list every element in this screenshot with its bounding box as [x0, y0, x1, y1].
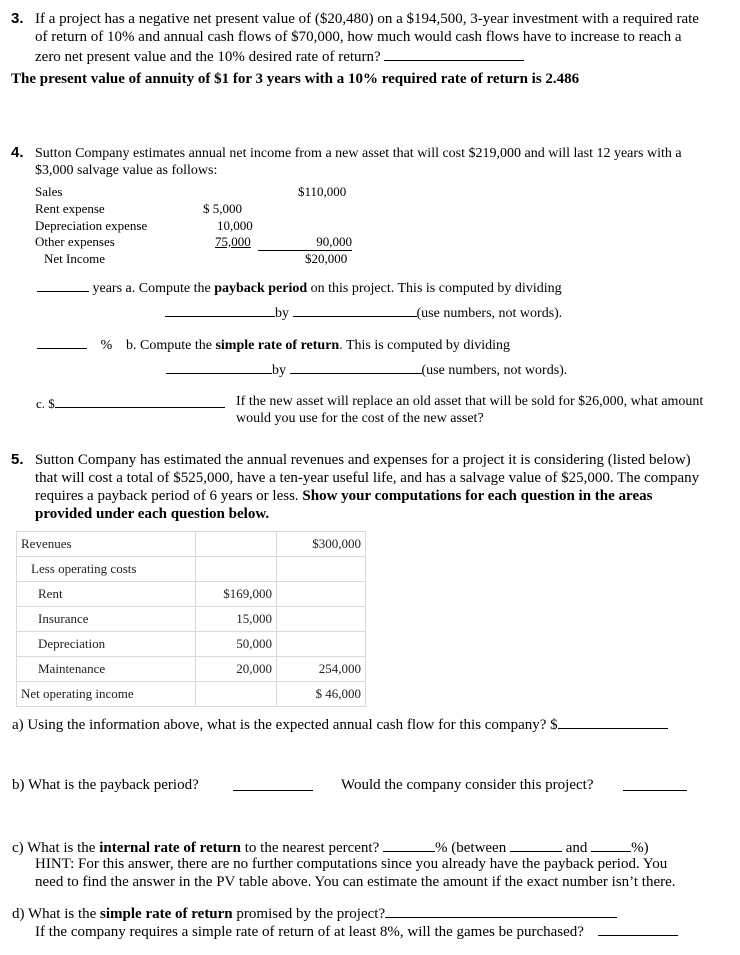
q4c-label: c. $	[36, 393, 225, 412]
q4-rent-value: $ 5,000	[203, 201, 242, 216]
q4a-line: years a. Compute the payback period on this project. This is computed by dividing	[37, 277, 562, 297]
q5-number: 5.	[11, 451, 24, 468]
revenues-label: Revenues	[17, 532, 196, 557]
q4-net-label: Net Income	[44, 251, 106, 266]
q4b-line: % b. Compute the simple rate of return. This is computed by dividing	[37, 334, 510, 354]
q4a-numerator-blank[interactable]	[165, 302, 275, 317]
q5c-high-blank[interactable]	[591, 837, 631, 852]
less-costs-label: Less operating costs	[17, 557, 196, 582]
table-row	[17, 557, 366, 582]
q4-line2: $3,000 salvage value as follows:	[35, 163, 218, 178]
q5c-hint2: need to find the answer in the PV table above. You can estimate the amount if the exact number isn’t there.	[35, 874, 676, 890]
q4-rent-label: Rent expense	[35, 201, 105, 216]
rent-value: $169,000	[196, 582, 277, 607]
q4-sales-value: $110,000	[298, 184, 347, 199]
q5c-line: c) What is the internal rate of return to the nearest percent? % (between and %)	[12, 837, 649, 857]
q4-other-label: Other expenses	[35, 234, 115, 249]
q3-answer-blank[interactable]	[384, 46, 524, 61]
maintenance-label: Maintenance	[17, 657, 196, 682]
q4-depr-label: Depreciation expense	[35, 218, 148, 233]
q4b-by-line: by (use numbers, not words).	[166, 359, 567, 379]
table-row	[17, 632, 366, 657]
table-row	[17, 582, 366, 607]
table-row	[17, 607, 366, 632]
q5b-line: b) What is the payback period?	[12, 777, 199, 793]
q3-annuity-note: The present value of annuity of $1 for 3 years with a 10% required rate of return is 2.486	[11, 71, 580, 87]
q5a-blank[interactable]	[558, 714, 668, 729]
costs-total: 254,000	[277, 657, 366, 682]
q4a-denominator-blank[interactable]	[293, 302, 417, 317]
q4-other-value: 75,000	[215, 234, 251, 249]
insurance-label: Insurance	[17, 607, 196, 632]
q3-line2: of return of 10% and annual cash flows of $70,000, how much would cash flows have to increase to reach a	[35, 29, 682, 45]
q5d-purchase-blank[interactable]	[598, 921, 678, 936]
q4c-blank[interactable]	[55, 393, 225, 408]
q3-line3: zero net present value and the 10% desired rate of return?	[35, 46, 524, 66]
q4c-line2: would you use for the cost of the new asset?	[236, 411, 484, 426]
q5c-irr-blank[interactable]	[383, 837, 435, 852]
q5b-payback-blank[interactable]	[233, 776, 313, 791]
depreciation-value: 50,000	[196, 632, 277, 657]
q4b-numerator-blank[interactable]	[166, 359, 272, 374]
q5a-line: a) Using the information above, what is the expected annual cash flow for this company? $	[12, 714, 668, 734]
q5d-line2: If the company requires a simple rate of return of at least 8%, will the games be purchased?	[35, 921, 678, 941]
maintenance-value: 20,000	[196, 657, 277, 682]
q5d-srr-blank[interactable]	[385, 903, 617, 918]
table-row	[17, 532, 366, 557]
q5-line4: provided under each question below.	[35, 506, 270, 522]
table-row	[17, 682, 366, 707]
q4-total-expenses: 90,000	[258, 234, 352, 251]
q4b-percent-blank[interactable]	[37, 334, 87, 349]
depreciation-label: Depreciation	[17, 632, 196, 657]
q4-sales-label: Sales	[35, 184, 63, 199]
q5d-line: d) What is the simple rate of return promised by the project?	[12, 903, 617, 923]
q4-line1: Sutton Company estimates annual net income from a new asset that will cost $219,000 and will last 12 years with a	[35, 146, 682, 161]
q5-operating-table	[16, 531, 366, 707]
q3-number: 3.	[11, 10, 24, 27]
q5-line2: that will cost a total of $525,000, have a ten-year useful life, and has a salvage value of $25,000. The company	[35, 470, 700, 486]
q3-line1: If a project has a negative net present value of ($20,480) on a $194,500, 3-year investment with a required rate	[35, 11, 699, 27]
insurance-value: 15,000	[196, 607, 277, 632]
q5-line1: Sutton Company has estimated the annual revenues and expenses for a project it is considering (listed below)	[35, 452, 691, 468]
q4a-by-line: by (use numbers, not words).	[165, 302, 562, 322]
q5c-hint1: HINT: For this answer, there are no further computations since you already have the payback period. You	[35, 856, 668, 872]
q5c-low-blank[interactable]	[510, 837, 562, 852]
q5-line3: requires a payback period of 6 years or less. Show your computations for each question in the areas	[35, 488, 653, 504]
q4-number: 4.	[11, 144, 24, 161]
q5b-consider: Would the company consider this project?	[341, 777, 594, 793]
rent-label: Rent	[17, 582, 196, 607]
q5b-consider-blank[interactable]	[623, 776, 687, 791]
noi-label: Net operating income	[17, 682, 196, 707]
q4b-denominator-blank[interactable]	[290, 359, 422, 374]
q4-depr-value: 10,000	[217, 218, 253, 233]
noi-value: $ 46,000	[277, 682, 366, 707]
table-row	[17, 657, 366, 682]
q4-net-value: $20,000	[305, 251, 348, 266]
revenues-value: $300,000	[277, 532, 366, 557]
q4c-line1: If the new asset will replace an old asset that will be sold for $26,000, what amount	[236, 394, 704, 409]
q4a-years-blank[interactable]	[37, 277, 89, 292]
